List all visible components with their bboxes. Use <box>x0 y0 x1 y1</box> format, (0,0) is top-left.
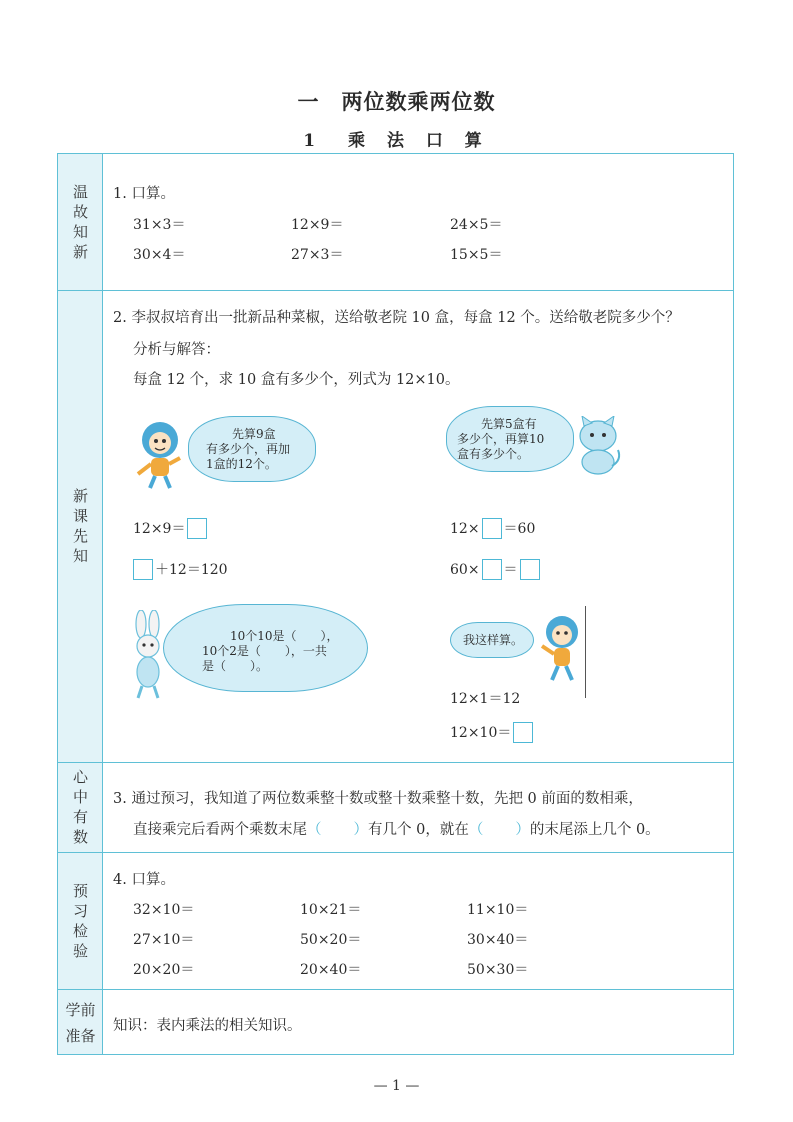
divider-3 <box>58 852 733 853</box>
bubble-text: 有多少个，再加 <box>206 442 291 456</box>
divider-2 <box>58 762 733 763</box>
section-label-review <box>58 154 103 290</box>
bubble-text: 是（ ）。 <box>202 659 269 673</box>
section-label-prep <box>58 989 103 1056</box>
answer-box[interactable] <box>482 518 502 539</box>
label-char: 检 <box>72 921 88 940</box>
equation-text: 12×9＝ <box>133 521 186 537</box>
speech-bubble-3 <box>163 604 368 692</box>
prep-text: 知识：表内乘法的相关知识。 <box>113 1018 302 1034</box>
vertical-rule <box>585 606 586 698</box>
q1-item: 24×5＝ <box>450 217 503 233</box>
q1-item: 27×3＝ <box>291 247 344 263</box>
equation-2 <box>450 518 535 539</box>
label-char: 准备 <box>65 1026 96 1045</box>
divider-1 <box>58 290 733 291</box>
q1-item: 15×5＝ <box>450 247 503 263</box>
q3-line-1: 3. 通过预习，我知道了两位数乘整十数或整十数乘整十数，先把 0 前面的数相乘， <box>113 791 643 807</box>
bubble-text: 我这样算。 <box>463 633 524 647</box>
section-label-check <box>58 852 103 989</box>
q2-title: 2. 李叔叔培育出一批新品种菜椒，送给敬老院 10 盒，每盒 12 个。送给敬老院多少个？ <box>113 310 680 326</box>
equation-1 <box>133 518 209 539</box>
section-label-new-lesson <box>58 290 103 762</box>
label-char: 有 <box>72 808 88 826</box>
bubble-text: 先算5盒有 <box>481 417 537 431</box>
q4-item: 11×10＝ <box>467 902 529 918</box>
bubble-text: 10个2是（ ），一共 <box>202 644 327 658</box>
worksheet-frame <box>57 153 734 1055</box>
label-char: 新 <box>72 243 88 261</box>
chapter-title: 一 两位数乘两位数 <box>297 89 496 114</box>
q1-item: 31×3＝ <box>133 217 186 233</box>
q3-text: 有几个 0，就在 <box>368 822 469 838</box>
equation-text: ＋12＝120 <box>155 562 228 578</box>
q2-expression: 每盒 12 个，求 10 盒有多少个，列式为 12×10。 <box>133 372 460 388</box>
label-char: 学前 <box>65 1000 96 1019</box>
answer-box[interactable] <box>513 722 533 743</box>
q4-title: 4. 口算。 <box>113 872 175 888</box>
monkey-figure-left <box>130 418 188 490</box>
q3-text: 直接乘完后看两个乘数末尾 <box>133 822 307 838</box>
q1-title: 1. 口算。 <box>113 186 175 202</box>
bubble-text: 多少个，再算10 <box>457 432 545 446</box>
label-char: 温 <box>72 183 88 201</box>
cat-figure <box>572 416 624 478</box>
q1-item: 30×4＝ <box>133 247 186 263</box>
paren-open: （ <box>468 822 484 838</box>
q4-item: 30×40＝ <box>467 932 529 948</box>
rabbit-figure <box>128 610 168 700</box>
equation-3 <box>133 559 228 580</box>
label-char: 中 <box>72 788 88 806</box>
paren-open: （ <box>307 822 322 838</box>
q3-line-2 <box>133 818 660 839</box>
equation-text: ＝ <box>503 562 518 578</box>
q4-item: 50×30＝ <box>467 962 529 978</box>
bubble-text: 10个10是（ ）， <box>230 629 339 643</box>
speech-bubble-1 <box>188 416 316 482</box>
q2-analysis: 分析与解答： <box>133 342 220 358</box>
q4-item: 32×10＝ <box>133 902 195 918</box>
label-char: 验 <box>72 941 88 960</box>
label-char: 知 <box>72 547 88 565</box>
bubble-text: 1盒的12个。 <box>206 457 277 471</box>
equation-6 <box>450 722 535 743</box>
label-char: 心 <box>72 768 88 786</box>
answer-box[interactable] <box>520 559 540 580</box>
q1-item: 12×9＝ <box>291 217 344 233</box>
page-number: — 1 — <box>373 1078 420 1094</box>
answer-box[interactable] <box>187 518 207 539</box>
section-title-text: 1 乘 法 口 算 <box>303 131 490 151</box>
answer-box[interactable] <box>133 559 153 580</box>
label-char: 故 <box>72 203 88 221</box>
speech-bubble-4 <box>450 622 534 658</box>
section-title <box>0 126 793 151</box>
monkey-figure-right <box>534 612 586 696</box>
q4-item: 50×20＝ <box>300 932 362 948</box>
answer-box[interactable] <box>482 559 502 580</box>
q4-item: 20×20＝ <box>133 962 195 978</box>
paren-close: ） <box>353 822 368 838</box>
label-char: 先 <box>72 527 88 545</box>
equation-text: 12×10＝ <box>450 725 512 741</box>
section-label-summary <box>58 762 103 852</box>
label-char: 习 <box>72 901 88 920</box>
equation-text: 60× <box>450 562 480 578</box>
divider-4 <box>58 989 733 990</box>
paren-close: ） <box>515 822 530 838</box>
bubble-text: 盒有多少个。 <box>457 447 530 461</box>
equation-4 <box>450 559 542 580</box>
equation-text: ＝60 <box>503 521 536 537</box>
equation-text: 12× <box>450 521 480 537</box>
equation-5: 12×1＝12 <box>450 691 521 707</box>
label-char: 预 <box>72 881 88 900</box>
label-char: 数 <box>72 828 88 846</box>
label-char: 知 <box>72 223 88 241</box>
bubble-text: 先算9盒 <box>232 427 276 441</box>
label-char: 新 <box>72 487 88 505</box>
q4-item: 10×21＝ <box>300 902 362 918</box>
q4-item: 27×10＝ <box>133 932 195 948</box>
q4-item: 20×40＝ <box>300 962 362 978</box>
speech-bubble-2 <box>446 406 574 472</box>
q3-text: 的末尾添上几个 0。 <box>529 822 660 838</box>
label-char: 课 <box>72 507 88 525</box>
